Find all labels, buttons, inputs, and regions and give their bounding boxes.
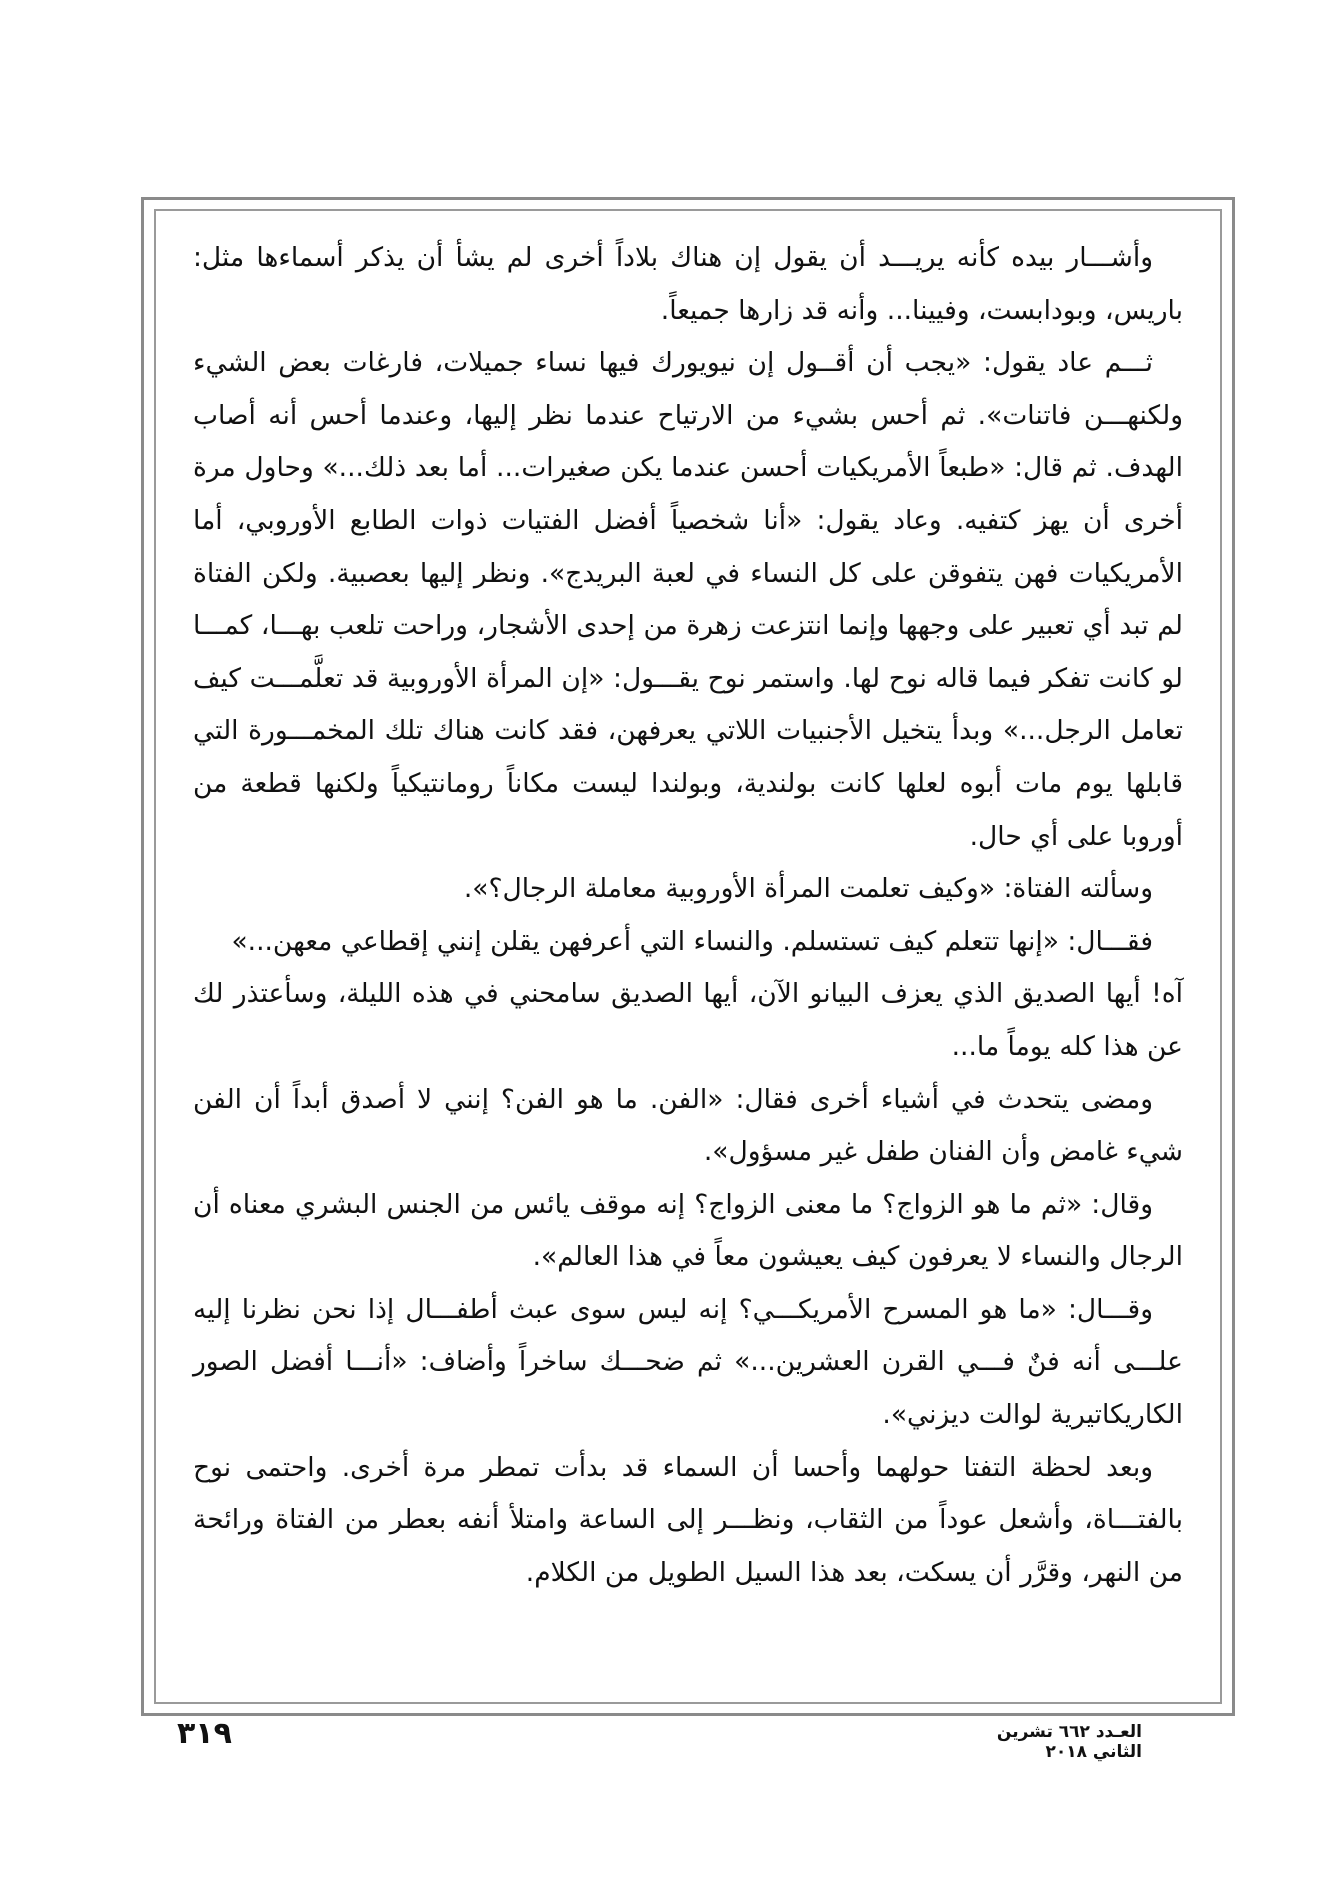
paragraph: وسألته الفتاة: «وكيف تعلمت المرأة الأوروبية معاملة الرجال؟». [463,873,1153,905]
paragraph: ومضى يتحدث في أشياء أخرى فقال: «الفن. ما هو الفن؟ إنني لا أصدق أبداً أن الفن شيء غامض وأن الفنان طفل غير مسؤول». [193,1083,1183,1168]
article-body [193,232,1183,1599]
paragraph: آه! أيها الصديق الذي يعزف البيانو الآن، أيها الصديق سامحني في هذه الليلة، وسأعتذر لك عن هذا كله يوماً ما... [193,978,1183,1062]
paragraph: وقـــال: «ما هو المسرح الأمريكـــي؟ إنه ليس سوى عبث أطفـــال إذا نحن نظرنا إليه علـــى أنه فنٌ فـــي القرن العشرين...» ثم ضحـــك ساخراً وأضاف: «أنـــا أفضل الصور الكاريكاتيرية لوالت ديزني». [193,1293,1183,1431]
paragraph: وبعد لحظة التفتا حولهما وأحسا أن السماء قد بدأت تمطر مرة أخرى. واحتمى نوح بالفتـــاة، وأشعل عوداً من الثقاب، ونظـــر إلى الساعة وامتلأ أنفه بعطر من الفتاة ورائحة من النهر، وقرَّر أن يسكت، بعد هذا السيل الطويل من الكلام. [193,1451,1183,1588]
paragraph: وقال: «ثم ما هو الزواج؟ ما معنى الزواج؟ إنه موقف يائس من الجنس البشري معناه أن الرجال والنساء لا يعرفون كيف يعيشون معاً في هذا العالم». [193,1188,1183,1273]
issue-label: العـدد ٦٦٢ تشرين الثاني ٢٠١٨ [996,1722,1142,1762]
paragraph: ثـــم عاد يقول: «يجب أن أقــول إن نيويورك فيها نساء جميلات، فارغات بعض الشيء ولكنهـــن فاتنات». ثم أحس بشيء من الارتياح عندما نظر إليها، وعندما أحس أنه أصاب الهدف. ثم قال: «طبعاً الأمريكيات أحسن عندما يكن صغيرات... أما بعد ذلك...» وحاول مرة أخرى أن يهز كتفيه. وعاد يقول: «أنا شخصياً أفضل الفتيات ذوات الطابع الأوروبي، أما الأمريكيات فهن يتفوقن على كل النساء في لعبة البريدج». ونظر إليها بعصبية. ولكن الفتاة لم تبد أي تعبير على وجهها وإنما انتزعت زهرة من إحدى الأشجار، وراحت تلعب بهـــا، كمـــا لو كانت تفكر فيما قاله نوح لها. واستمر نوح يقـــول: «إن المرأة الأوروبية قد تعلَّمـــت كيف تعامل الرجل...» وبدأ يتخيل الأجنبيات اللاتي يعرفهن، فقد كانت هناك تلك المخمـــورة التي قابلها يوم مات أبوه لعلها كانت بولندية، وبولندا ليست مكاناً رومانتيكياً ولكنها قطعة من أوروبا على أي حال. [193,347,1183,852]
paragraph: وأشـــار بيده كأنه يريـــد أن يقول إن هناك بلاداً أخرى لم يشأ أن يذكر أسماءها مثل: باريس، وبودابست، وفيينا... وأنه قد زارها جميعاً. [193,242,1183,326]
page-number: ٣١٩ [177,1716,232,1751]
paragraph: فقـــال: «إنها تتعلم كيف تستسلم. والنساء التي أعرفهن يقلن إنني إقطاعي معهن...» [231,925,1153,957]
